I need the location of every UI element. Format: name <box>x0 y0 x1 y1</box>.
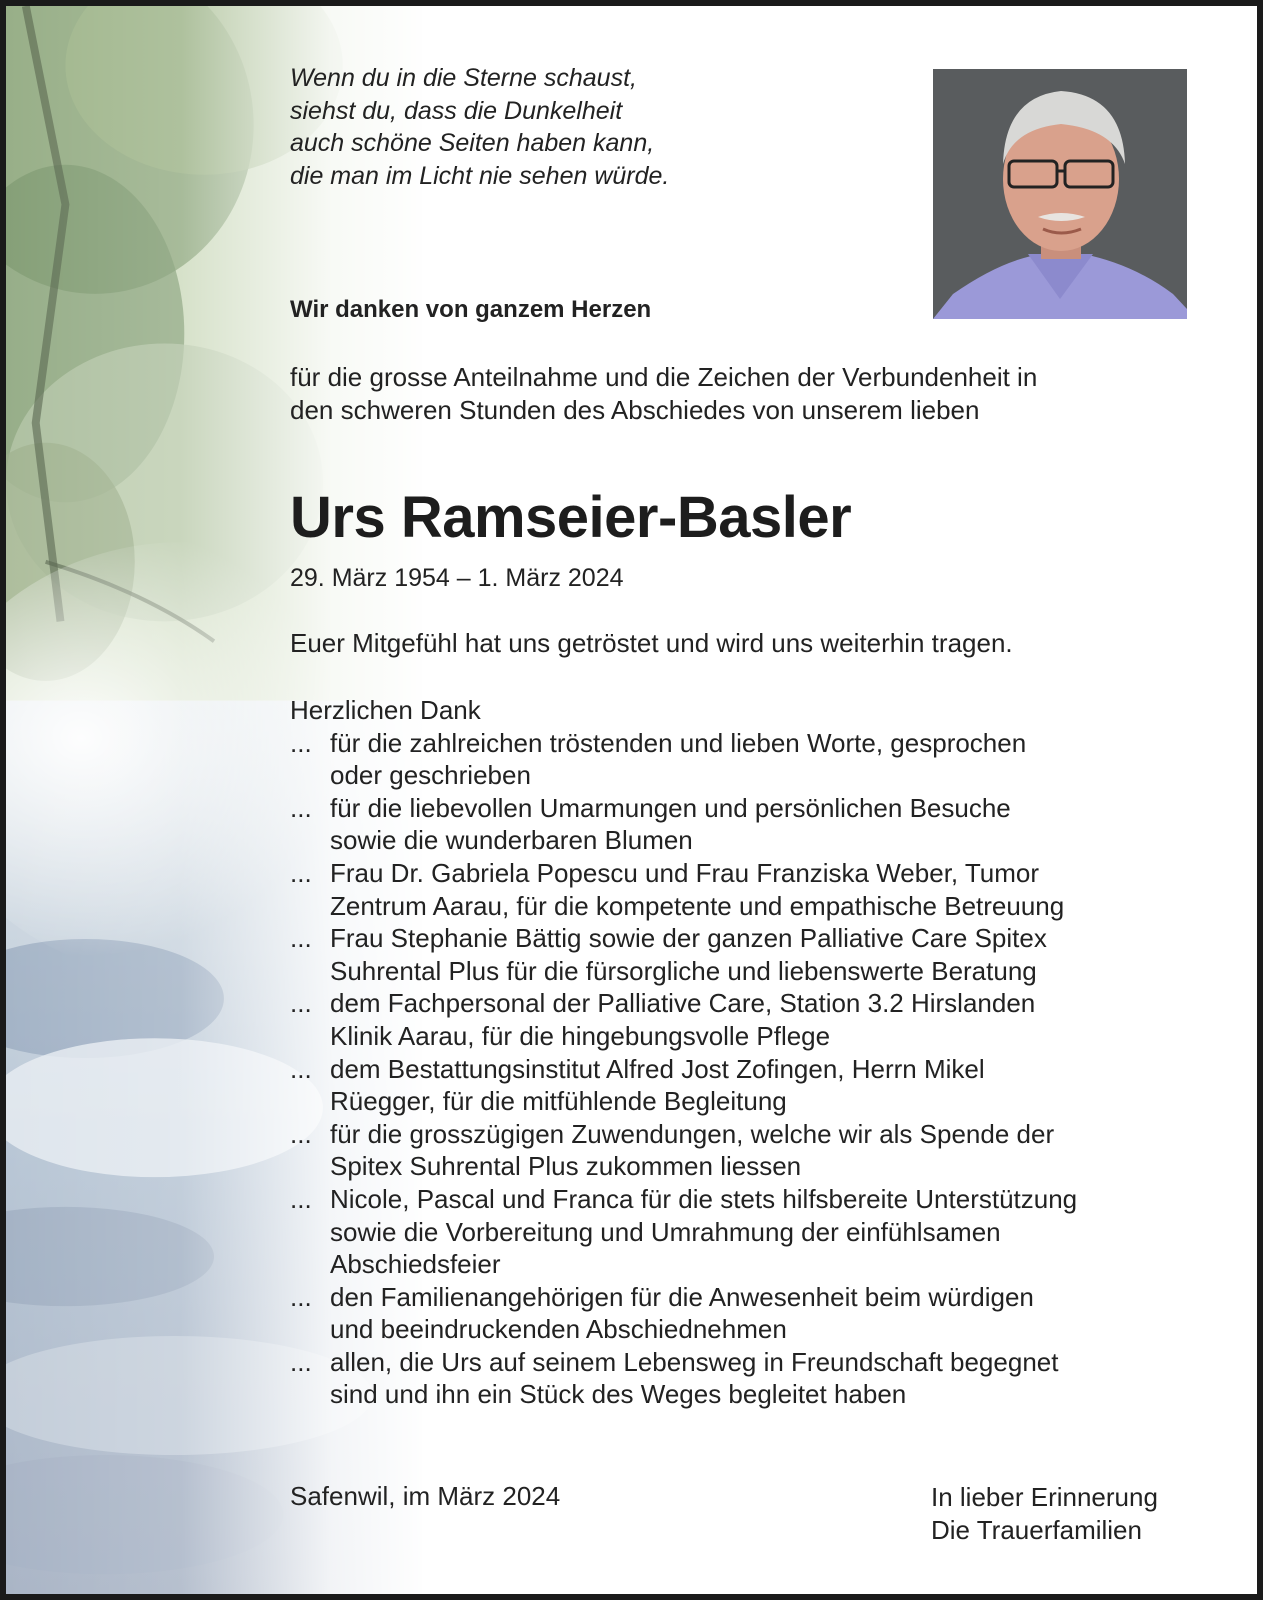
intro-text <box>290 361 1037 426</box>
thanks-item <box>290 1281 1210 1346</box>
thanks-item-line: dem Fachpersonal der Palliative Care, Station 3.2 Hirslanden <box>330 988 1036 1019</box>
poem-line: die man im Licht nie sehen würde. <box>290 161 670 190</box>
closing-signature <box>931 1481 1158 1547</box>
intro-line: den schweren Stunden des Abschiedes von unserem lieben <box>290 394 980 425</box>
bullet-ellipsis: ... <box>290 1346 312 1377</box>
thanks-item-line: Klinik Aarau, für die hingebungsvolle Pflege <box>330 1020 831 1051</box>
life-dates: 29. März 1954 – 1. März 2024 <box>290 564 624 592</box>
poem-line: auch schöne Seiten haben kann, <box>290 129 655 157</box>
bullet-ellipsis: ... <box>290 988 312 1019</box>
thanks-item <box>290 1183 1210 1281</box>
thanks-item-line: Abschiedsfeier <box>330 1249 501 1280</box>
poem-line: Wenn du in die Sterne schaust, <box>290 64 637 92</box>
thanks-item <box>290 922 1210 987</box>
thanks-item-line: dem Bestattungsinstitut Alfred Jost Zofingen, Herrn Mikel <box>330 1053 985 1084</box>
thanks-item-line: für die liebevollen Umarmungen und persönlichen Besuche <box>330 792 1011 823</box>
thanks-item <box>290 1053 1210 1118</box>
thanks-list-label: Herzlichen Dank <box>290 695 481 725</box>
thanks-item-line: Zentrum Aarau, für die kompetente und empathische Betreuung <box>330 890 1065 921</box>
thanks-item-line: oder geschrieben <box>330 760 531 791</box>
thanks-item <box>290 792 1210 857</box>
thanks-item-line: für die zahlreichen tröstenden und lieben Worte, gesprochen <box>330 727 1027 758</box>
bullet-ellipsis: ... <box>290 1281 312 1312</box>
thanks-item-line: den Familienangehörigen für die Anwesenheit beim würdigen <box>330 1281 1034 1312</box>
thanks-item-line: sowie die wunderbaren Blumen <box>330 825 693 856</box>
thanks-item-line: Rüegger, für die mitfühlende Begleitung <box>330 1086 787 1117</box>
thanks-item <box>290 987 1210 1052</box>
portrait-photo <box>933 69 1187 319</box>
thanks-item-line: allen, die Urs auf seinem Lebensweg in Freundschaft begegnet <box>330 1346 1059 1377</box>
thanks-heading: Wir danken von ganzem Herzen <box>290 296 652 323</box>
bullet-ellipsis: ... <box>290 1118 312 1149</box>
thanks-list <box>290 694 1210 1411</box>
place-date: Safenwil, im März 2024 <box>290 1481 561 1511</box>
thanks-item <box>290 1118 1210 1183</box>
consolation-text: Euer Mitgefühl hat uns getröstet und wird uns weiterhin tragen. <box>290 628 1013 658</box>
bullet-ellipsis: ... <box>290 727 312 758</box>
thanks-item-line: sowie die Vorbereitung und Umrahmung der einfühlsamen <box>330 1216 1001 1247</box>
bullet-ellipsis: ... <box>290 792 312 823</box>
thanks-item <box>290 727 1210 792</box>
poem-line: siehst du, dass die Dunkelheit <box>290 96 623 125</box>
closing-line: In lieber Erinnerung <box>931 1482 1158 1512</box>
deceased-name: Urs Ramseier-Basler <box>290 485 852 550</box>
thanks-item-line: für die grosszügigen Zuwendungen, welche wir als Spende der <box>330 1118 1055 1149</box>
closing-line: Die Trauerfamilien <box>931 1515 1142 1545</box>
thanks-item <box>290 857 1210 922</box>
bullet-ellipsis: ... <box>290 923 312 954</box>
thanks-item-line: Frau Dr. Gabriela Popescu und Frau Franziska Weber, Tumor <box>330 857 1040 888</box>
thanks-item <box>290 1346 1210 1411</box>
thanks-item-line: Suhrental Plus für die fürsorgliche und liebenswerte Beratung <box>330 955 1037 986</box>
thanks-item-line: und beeindruckenden Abschiednehmen <box>330 1314 787 1345</box>
bullet-ellipsis: ... <box>290 1053 312 1084</box>
thanks-item-line: Spitex Suhrental Plus zukommen liessen <box>330 1151 802 1182</box>
thanks-item-line: sind und ihn ein Stück des Weges begleitet haben <box>330 1379 907 1410</box>
thanks-item-line: Nicole, Pascal und Franca für die stets hilfsbereite Unterstützung <box>330 1183 1078 1214</box>
bullet-ellipsis: ... <box>290 857 312 888</box>
intro-line: für die grosse Anteilnahme und die Zeichen der Verbundenheit in <box>290 362 1038 392</box>
thanks-item-line: Frau Stephanie Bättig sowie der ganzen Palliative Care Spitex <box>330 923 1047 954</box>
bullet-ellipsis: ... <box>290 1183 312 1214</box>
